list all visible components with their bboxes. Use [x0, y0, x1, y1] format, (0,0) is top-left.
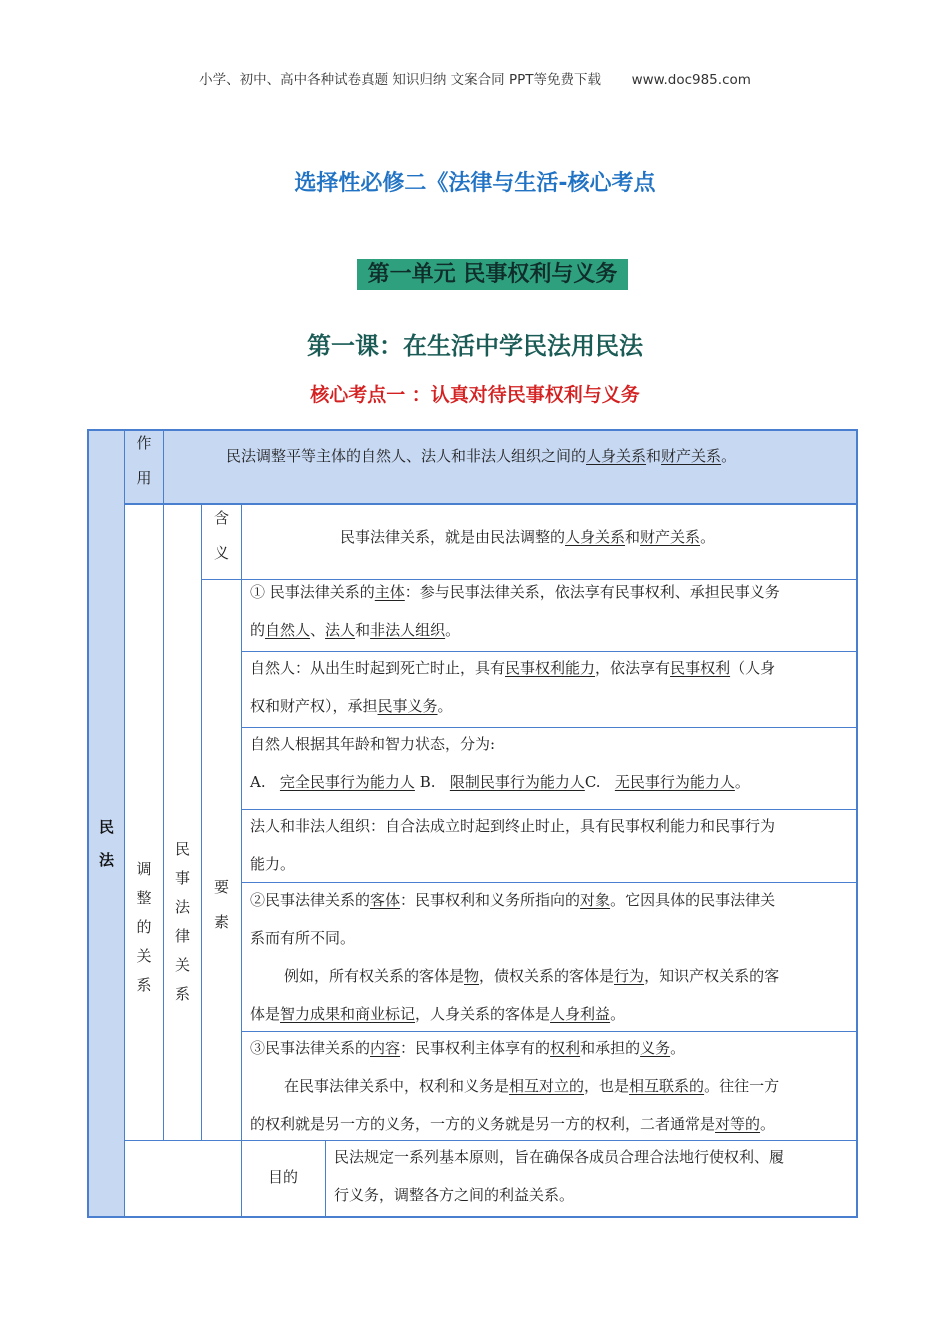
lesson-title: 第一课：在生活中学民法用民法: [307, 332, 643, 360]
meaning-label: 含 义: [213, 509, 229, 562]
point-title: 核心考点一 ：认真对待民事权利与义务: [310, 384, 640, 406]
doc-title: 选择性必修二《法律与生活-核心考点: [294, 171, 656, 196]
content-text: ③民事法律关系的内容：民事权利主体享有的权利和承担的义务。 在民事法律关系中，权利和义务是相互对立的，也是相互联系的。往往一方 的权利就是另一方的义务，一方的义务就是另一方的权利，二者通常是对等的。: [250, 1039, 780, 1133]
natural-person-text: 自然人：从出生时起到死亡时止，具有民事权利能力，依法享有民事权利（人身 权和财产权），承担民事义务。: [250, 659, 776, 715]
legal-person-text: 法人和非法人组织：自合法成立时起到终止时止，具有民事权利能力和民事行为 能力。: [250, 817, 776, 873]
header-text: 小学、初中、高中各种试卷真题 知识归纳 文案合同 PPT等免费下载: [199, 72, 601, 88]
role-text: 民法调整平等主体的自然人、法人和非法人组织之间的人身关系和财产关系。: [226, 447, 737, 465]
object-text: ②民事法律关系的客体：民事权利和义务所指向的对象。它因具体的民事法律关 系而有所不同。 例如，所有权关系的客体是物，债权关系的客体是行为，知识产权关系的客 体是智力成果和商业标记，人身关系的客体是人身利益。: [250, 891, 780, 1023]
purpose-label: 目的: [267, 1168, 298, 1186]
subject-text: ① 民事法律关系的主体：参与民事法律关系，依法享有民事权利、承担民事义务 的自然人、法人和非法人组织。: [250, 583, 780, 639]
meaning-text: 民事法律关系，就是由民法调整的人身关系和财产关系。: [340, 528, 716, 546]
role-label: 作 用: [136, 434, 152, 487]
regulated-relations-label: 调 整 的 关 系: [136, 860, 152, 994]
site-header: [0, 68, 950, 88]
header-url[interactable]: www.doc985.com: [631, 72, 751, 88]
purpose-text: 民法规定一系列基本原则，旨在确保各成员合理合法地行使权利、履 行义务，调整各方之间的利益关系。: [334, 1148, 785, 1204]
unit-title: 第一单元 民事权利与义务: [357, 259, 628, 290]
elements-label: 要 素: [213, 878, 229, 931]
civil-legal-relation-label: 民 事 法 律 关 系: [174, 840, 190, 1003]
capacity-text: 自然人根据其年龄和智力状态，分为: A. 完全民事行为能力人 B. 限制民事行为能力人C. 无民事行为能力人。: [250, 735, 750, 791]
civil-law-label: 民 法: [98, 818, 114, 869]
